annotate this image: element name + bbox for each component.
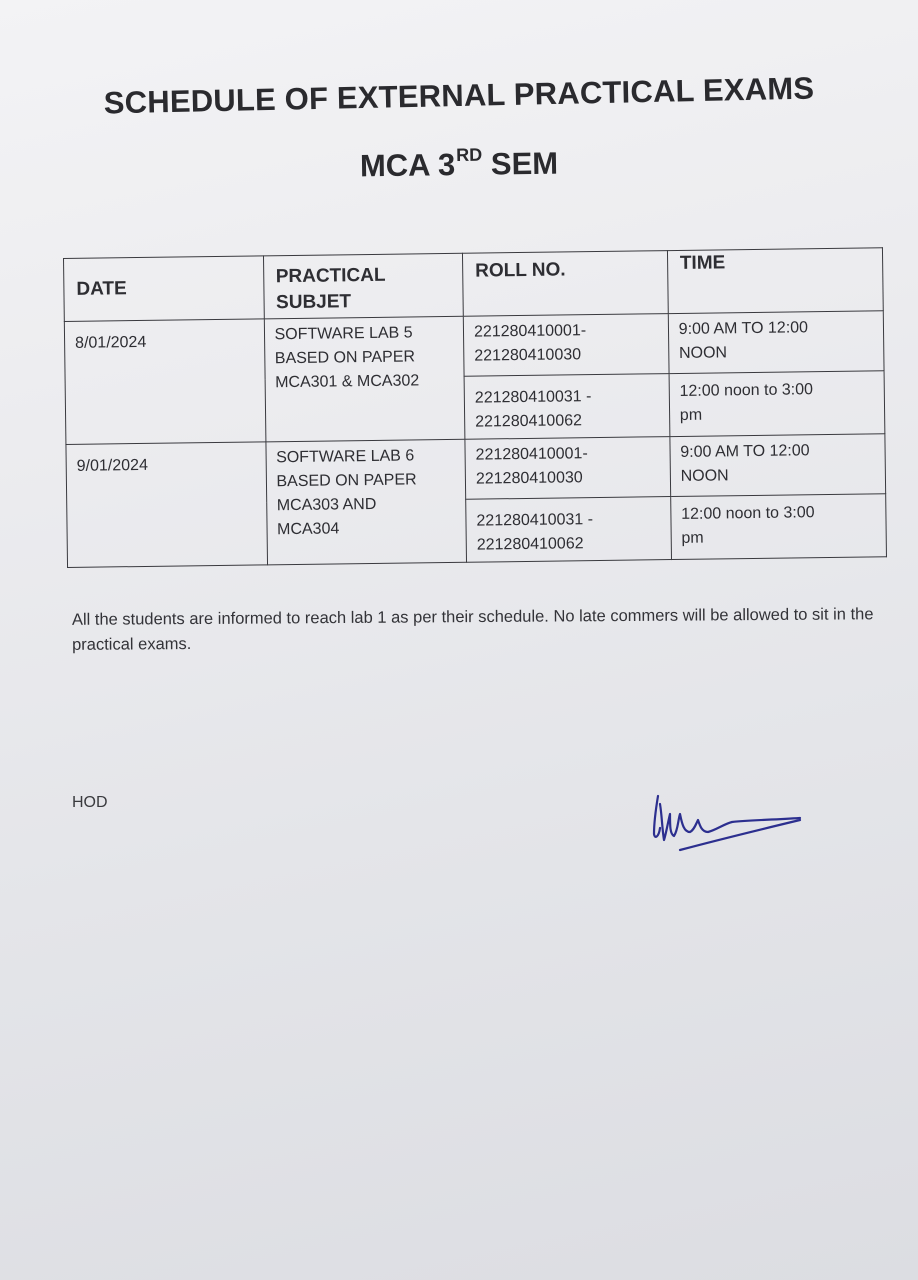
table-header-row [64,248,884,322]
time-cell: 12:00 noon to 3:00 pm [669,371,885,437]
roll-cell: 221280410031 - 221280410062 [466,497,672,563]
subtitle-tail: SEM [482,145,559,182]
table-row [66,434,886,505]
page-title: SCHEDULE OF EXTERNAL PRACTICAL EXAMS [103,70,815,121]
header-subject: PRACTICAL SUBJET [263,253,463,319]
subject-cell: SOFTWARE LAB 6 BASED ON PAPER MCA303 AND MCA304 [265,439,466,565]
header-time: TIME [667,248,883,314]
roll-cell: 221280410001- 221280410030 [463,314,669,377]
date-cell: 8/01/2024 [64,319,265,445]
table-row [64,311,884,382]
page-subtitle [0,139,918,190]
time-cell: 9:00 AM TO 12:00 NOON [668,311,884,374]
time-cell: 12:00 noon to 3:00 pm [670,494,886,560]
notice-text: All the students are informed to reach lab 1 as per their schedule. No late commers will be allowed to sit in the practical exams. [71,604,874,654]
roll-cell: 221280410001- 221280410030 [465,437,671,500]
roll-cell: 221280410031 - 221280410062 [464,374,670,440]
time-cell: 9:00 AM TO 12:00 NOON [670,434,886,497]
schedule-table [63,247,887,568]
subject-cell: SOFTWARE LAB 5 BASED ON PAPER MCA301 & MCA302 [264,316,465,442]
header-date: DATE [64,256,264,322]
date-cell: 9/01/2024 [66,442,267,568]
signature-stroke [654,796,800,840]
subtitle-main: MCA 3 [359,147,456,184]
header-roll-no: ROLL NO. [462,251,668,317]
subtitle-superscript: RD [455,144,483,166]
hod-signature [640,774,810,864]
hod-label: HOD [72,794,108,811]
signature-underline [680,820,800,850]
